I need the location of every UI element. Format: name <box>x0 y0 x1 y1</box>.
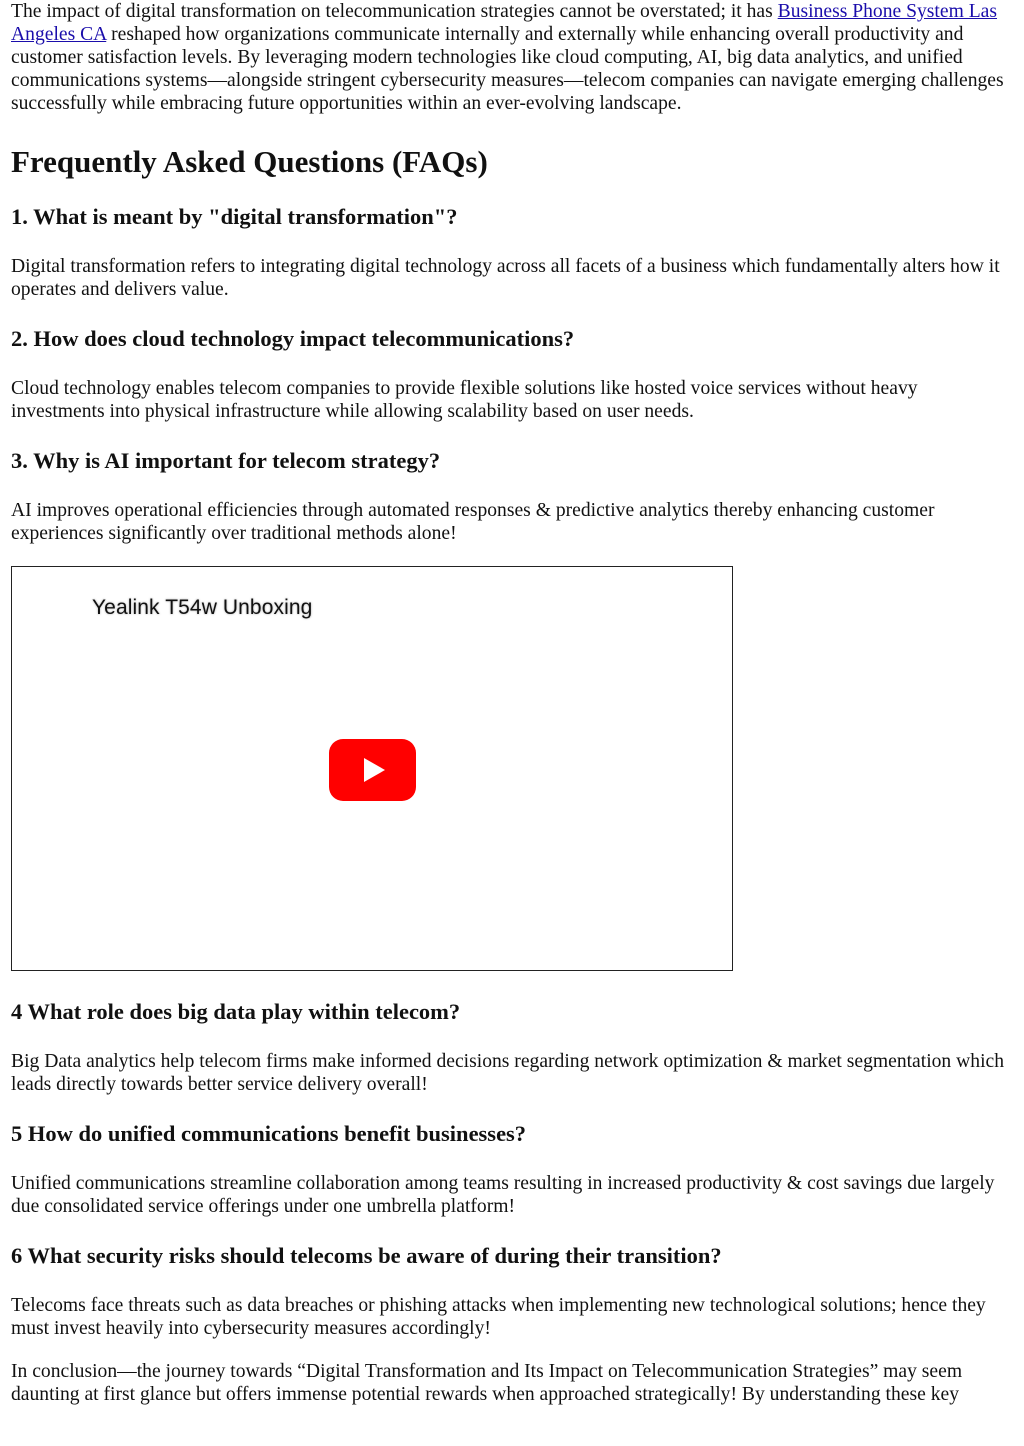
faq-question-3: 3. Why is AI important for telecom strategy? <box>11 448 441 473</box>
business-phone-link[interactable]: Business Phone System Las Angeles CA <box>11 1 998 45</box>
faq-question-6: 6 What security risks should telecoms be aware of during their transition? <box>11 1243 722 1268</box>
intro-text-after: reshaped how organizations communicate internally and externally while enhancing overall productivity and customer satisfaction levels. By leveraging modern technologies like cloud computing, AI, big data analytics, and unified communications systems—alongside stringent cybersecurity measures—telecom companies can navigate emerging challenges successfully while embracing future opportunities within an ever-evolving landscape. <box>11 24 1004 114</box>
faq-answer-2: Cloud technology enables telecom companies to provide flexible solutions like hosted voice services without heavy investments into physical infrastructure while allowing scalability based on user needs. <box>11 378 918 422</box>
faq-answer-4: Big Data analytics help telecom firms make informed decisions regarding network optimization & market segmentation which leads directly towards better service delivery overall! <box>11 1051 1005 1095</box>
faq-answer-1: Digital transformation refers to integrating digital technology across all facets of a business which fundamentally alters how it operates and delivers value. <box>11 256 1000 300</box>
faq-answer-3: AI improves operational efficiencies through automated responses & predictive analytics thereby enhancing customer experiences significantly over traditional methods alone! <box>11 500 935 544</box>
faq-question-4: 4 What role does big data play within telecom? <box>11 999 461 1024</box>
article-body <box>11 0 1016 1406</box>
intro-paragraph <box>11 0 1016 115</box>
faq-question-5: 5 How do unified communications benefit businesses? <box>11 1121 527 1146</box>
faq-question-2: 2. How does cloud technology impact telecommunications? <box>11 326 575 351</box>
faq-heading: Frequently Asked Questions (FAQs) <box>11 144 488 179</box>
faq-question-1: 1. What is meant by "digital transformation"? <box>11 204 458 229</box>
faq-answer-6: Telecoms face threats such as data breaches or phishing attacks when implementing new technological solutions; hence they must invest heavily into cybersecurity measures accordingly! <box>11 1295 986 1339</box>
intro-text-before: The impact of digital transformation on telecommunication strategies cannot be overstated; it has <box>11 1 778 22</box>
youtube-play-icon[interactable] <box>329 739 416 801</box>
video-title[interactable]: Yealink T54w Unboxing <box>92 596 313 619</box>
faq-answer-5: Unified communications streamline collaboration among teams resulting in increased productivity & cost savings due largely due consolidated service offerings under one umbrella platform! <box>11 1173 995 1217</box>
video-embed[interactable] <box>11 566 733 971</box>
closing-paragraph: In conclusion—the journey towards “Digital Transformation and Its Impact on Telecommunication Strategies” may seem daunting at first glance but offers immense potential rewards when approached strategically! By understanding these key <box>11 1361 963 1405</box>
